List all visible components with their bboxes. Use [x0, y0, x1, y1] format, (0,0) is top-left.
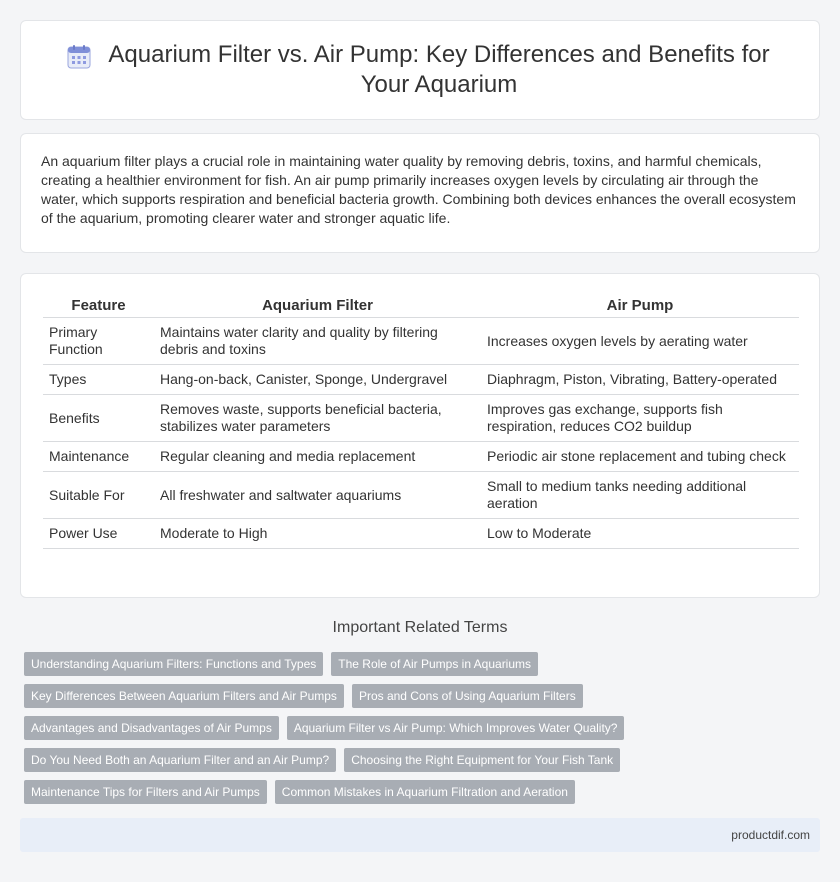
summary-card	[20, 133, 820, 253]
table-cell-filter: Removes waste, supports beneficial bacteria, stabilizes water parameters	[154, 395, 481, 442]
page-title: Aquarium Filter vs. Air Pump: Key Differences and Benefits for Your Aquarium	[108, 41, 770, 98]
table-row	[43, 365, 799, 395]
column-header: Feature	[43, 288, 154, 318]
related-term-tag[interactable]: Do You Need Both an Aquarium Filter and an Air Pump?	[24, 748, 336, 772]
table-row	[43, 395, 799, 442]
table-cell-feature: Maintenance	[43, 442, 154, 472]
table-cell-pump: Small to medium tanks needing additional aeration	[481, 472, 799, 519]
related-term-tag[interactable]: Advantages and Disadvantages of Air Pumps	[24, 716, 279, 740]
table-cell-pump: Increases oxygen levels by aerating water	[481, 318, 799, 365]
table-cell-pump: Diaphragm, Piston, Vibrating, Battery-operated	[481, 365, 799, 395]
comparison-table-card	[20, 273, 820, 598]
related-term-tag[interactable]: The Role of Air Pumps in Aquariums	[331, 652, 538, 676]
table-row	[43, 442, 799, 472]
table-cell-feature: Suitable For	[43, 472, 154, 519]
calendar-icon	[66, 44, 92, 70]
related-term-tag[interactable]: Aquarium Filter vs Air Pump: Which Improves Water Quality?	[287, 716, 625, 740]
column-header: Aquarium Filter	[154, 288, 481, 318]
table-row	[43, 318, 799, 365]
column-header: Air Pump	[481, 288, 799, 318]
related-terms-title: Important Related Terms	[332, 619, 508, 636]
table-row	[43, 472, 799, 519]
table-cell-filter: Hang-on-back, Canister, Sponge, Undergravel	[154, 365, 481, 395]
table-row	[43, 519, 799, 549]
table-cell-feature: Types	[43, 365, 154, 395]
table-cell-filter: Regular cleaning and media replacement	[154, 442, 481, 472]
footer	[20, 818, 820, 852]
table-cell-filter: Moderate to High	[154, 519, 481, 549]
related-terms-list	[24, 652, 814, 812]
table-cell-feature: Primary Function	[43, 318, 154, 365]
table-cell-pump: Low to Moderate	[481, 519, 799, 549]
related-term-tag[interactable]: Pros and Cons of Using Aquarium Filters	[352, 684, 583, 708]
table-header-row	[43, 288, 799, 318]
related-term-tag[interactable]: Choosing the Right Equipment for Your Fish Tank	[344, 748, 620, 772]
comparison-table	[43, 288, 799, 549]
related-term-tag[interactable]: Common Mistakes in Aquarium Filtration and Aeration	[275, 780, 575, 804]
related-term-tag[interactable]: Understanding Aquarium Filters: Functions and Types	[24, 652, 323, 676]
related-term-tag[interactable]: Maintenance Tips for Filters and Air Pumps	[24, 780, 267, 804]
table-cell-filter: Maintains water clarity and quality by filtering debris and toxins	[154, 318, 481, 365]
table-cell-pump: Improves gas exchange, supports fish respiration, reduces CO2 buildup	[481, 395, 799, 442]
table-cell-pump: Periodic air stone replacement and tubing check	[481, 442, 799, 472]
table-cell-feature: Benefits	[43, 395, 154, 442]
table-cell-feature: Power Use	[43, 519, 154, 549]
table-cell-filter: All freshwater and saltwater aquariums	[154, 472, 481, 519]
summary-text: An aquarium filter plays a crucial role in maintaining water quality by removing debris, toxins, and harmful chemicals, creating a healthier environment for fish. An air pump primarily increases oxygen levels by circulating air through the water, which supports respiration and beneficial bacteria growth. Combining both devices enhances the overall ecosystem of the aquarium, promoting clearer water and stronger aquatic life.	[41, 153, 796, 226]
footer-site-link[interactable]: productdif.com	[731, 828, 810, 842]
related-term-tag[interactable]: Key Differences Between Aquarium Filters and Air Pumps	[24, 684, 344, 708]
header-card	[20, 20, 820, 120]
